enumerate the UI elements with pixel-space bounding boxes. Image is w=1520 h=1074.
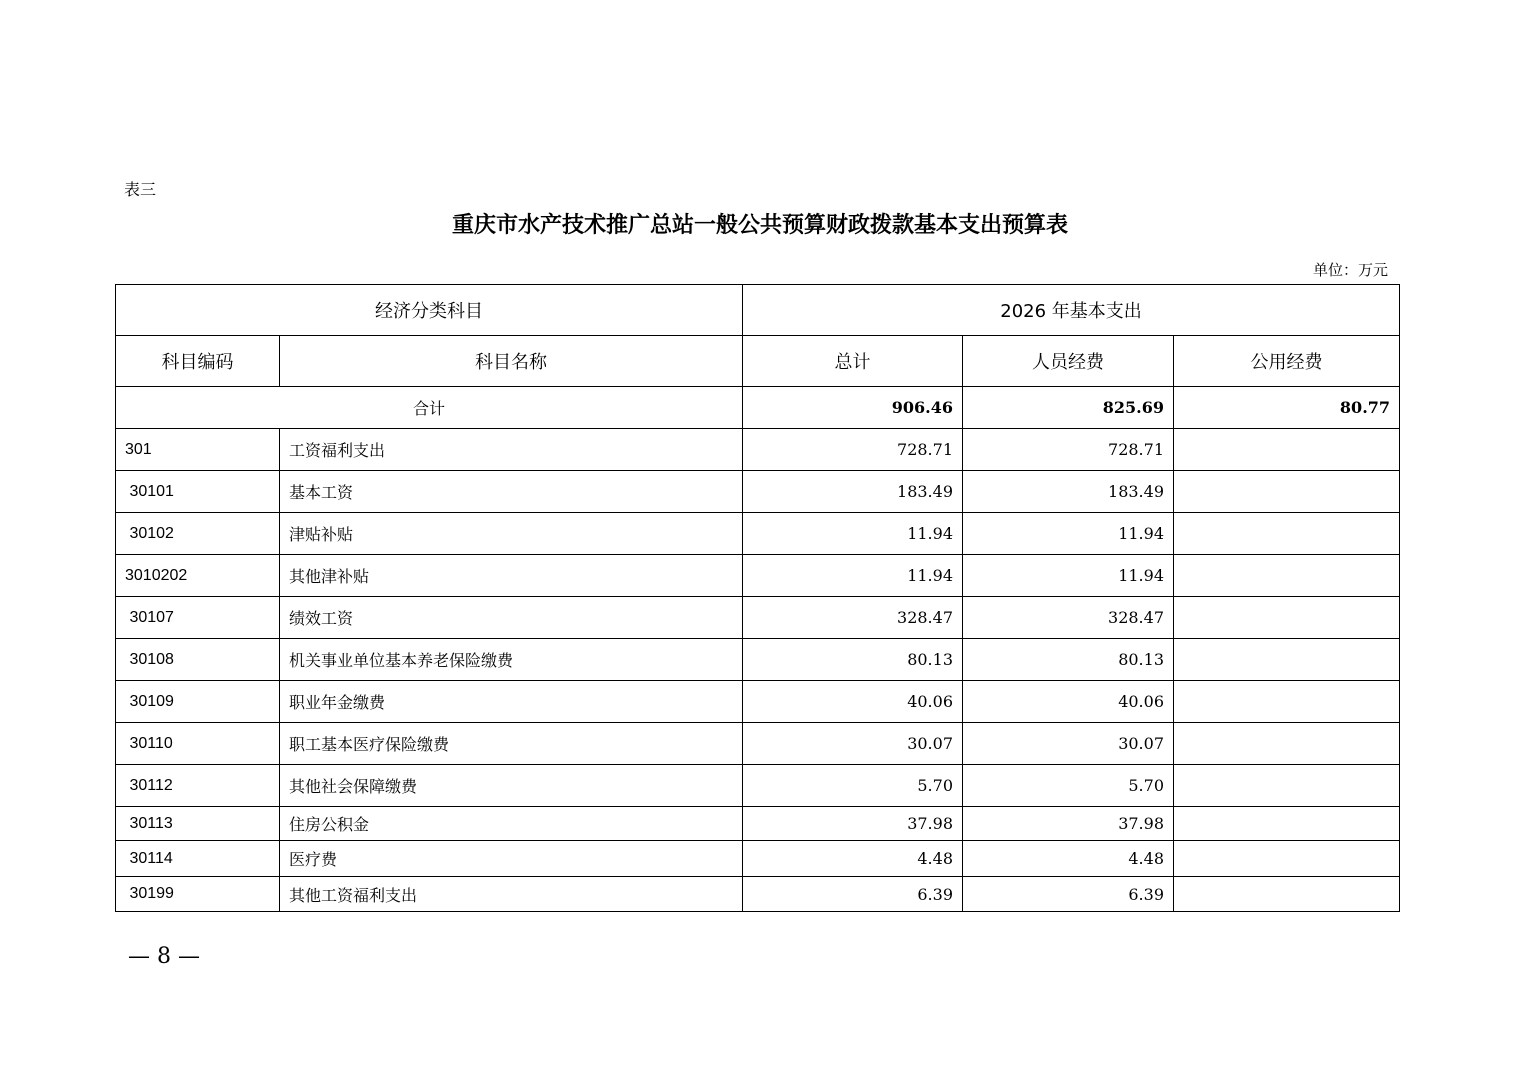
header-public: 公用经费 [1174, 336, 1400, 387]
row-name: 其他工资福利支出 [280, 877, 743, 912]
row-total: 328.47 [743, 597, 963, 639]
row-public [1174, 597, 1400, 639]
row-total: 80.13 [743, 639, 963, 681]
table-row [116, 877, 1400, 912]
row-total: 30.07 [743, 723, 963, 765]
row-personnel: 30.07 [963, 723, 1174, 765]
row-code: 30108 [116, 639, 280, 681]
row-public [1174, 513, 1400, 555]
total-public: 80.77 [1174, 387, 1400, 429]
header-total: 总计 [743, 336, 963, 387]
row-name: 机关事业单位基本养老保险缴费 [280, 639, 743, 681]
row-code: 30109 [116, 681, 280, 723]
row-name: 职业年金缴费 [280, 681, 743, 723]
row-total: 183.49 [743, 471, 963, 513]
row-public [1174, 429, 1400, 471]
row-code: 30112 [116, 765, 280, 807]
row-name: 绩效工资 [280, 597, 743, 639]
table-row [116, 639, 1400, 681]
row-public [1174, 877, 1400, 912]
row-personnel: 11.94 [963, 513, 1174, 555]
header-group-row [116, 285, 1400, 336]
row-personnel: 183.49 [963, 471, 1174, 513]
header-column-row [116, 336, 1400, 387]
row-public [1174, 723, 1400, 765]
table-row [116, 765, 1400, 807]
row-code: 3010202 [116, 555, 280, 597]
table-row [116, 681, 1400, 723]
total-personnel: 825.69 [963, 387, 1174, 429]
row-code: 30114 [116, 841, 280, 877]
row-public [1174, 765, 1400, 807]
page-number: — 8 — [128, 944, 200, 969]
table-row [116, 841, 1400, 877]
row-code: 30110 [116, 723, 280, 765]
row-code: 30102 [116, 513, 280, 555]
row-name: 医疗费 [280, 841, 743, 877]
row-personnel: 11.94 [963, 555, 1174, 597]
header-name: 科目名称 [280, 336, 743, 387]
row-personnel: 328.47 [963, 597, 1174, 639]
unit-label: 单位：万元 [1312, 261, 1388, 279]
row-name: 其他津补贴 [280, 555, 743, 597]
row-total: 37.98 [743, 807, 963, 841]
row-code: 30199 [116, 877, 280, 912]
row-public [1174, 555, 1400, 597]
table-row [116, 555, 1400, 597]
row-public [1174, 807, 1400, 841]
row-code: 30107 [116, 597, 280, 639]
table-row [116, 513, 1400, 555]
row-public [1174, 681, 1400, 723]
row-personnel: 6.39 [963, 877, 1174, 912]
row-name: 其他社会保障缴费 [280, 765, 743, 807]
row-name: 工资福利支出 [280, 429, 743, 471]
header-code: 科目编码 [116, 336, 280, 387]
row-total: 11.94 [743, 555, 963, 597]
row-personnel: 728.71 [963, 429, 1174, 471]
total-label: 合计 [116, 387, 743, 429]
row-public [1174, 639, 1400, 681]
row-total: 4.48 [743, 841, 963, 877]
row-public [1174, 471, 1400, 513]
table-row [116, 471, 1400, 513]
budget-table [115, 284, 1400, 912]
total-total: 906.46 [743, 387, 963, 429]
row-name: 津贴补贴 [280, 513, 743, 555]
row-personnel: 5.70 [963, 765, 1174, 807]
row-total: 40.06 [743, 681, 963, 723]
row-total: 11.94 [743, 513, 963, 555]
row-code: 30101 [116, 471, 280, 513]
table-row [116, 429, 1400, 471]
row-total: 6.39 [743, 877, 963, 912]
row-code: 30113 [116, 807, 280, 841]
table-row [116, 807, 1400, 841]
row-name: 职工基本医疗保险缴费 [280, 723, 743, 765]
row-personnel: 37.98 [963, 807, 1174, 841]
header-economic-category: 经济分类科目 [116, 285, 743, 336]
row-public [1174, 841, 1400, 877]
row-name: 住房公积金 [280, 807, 743, 841]
page-title: 重庆市水产技术推广总站一般公共预算财政拨款基本支出预算表 [451, 213, 1068, 238]
row-total: 5.70 [743, 765, 963, 807]
table-row [116, 723, 1400, 765]
table-row [116, 597, 1400, 639]
row-name: 基本工资 [280, 471, 743, 513]
row-code: 301 [116, 429, 280, 471]
header-basic-expenditure: 2026 年基本支出 [743, 285, 1400, 336]
row-total: 728.71 [743, 429, 963, 471]
header-personnel: 人员经费 [963, 336, 1174, 387]
total-row [116, 387, 1400, 429]
row-personnel: 4.48 [963, 841, 1174, 877]
table-label: 表三 [124, 180, 157, 199]
row-personnel: 80.13 [963, 639, 1174, 681]
row-personnel: 40.06 [963, 681, 1174, 723]
